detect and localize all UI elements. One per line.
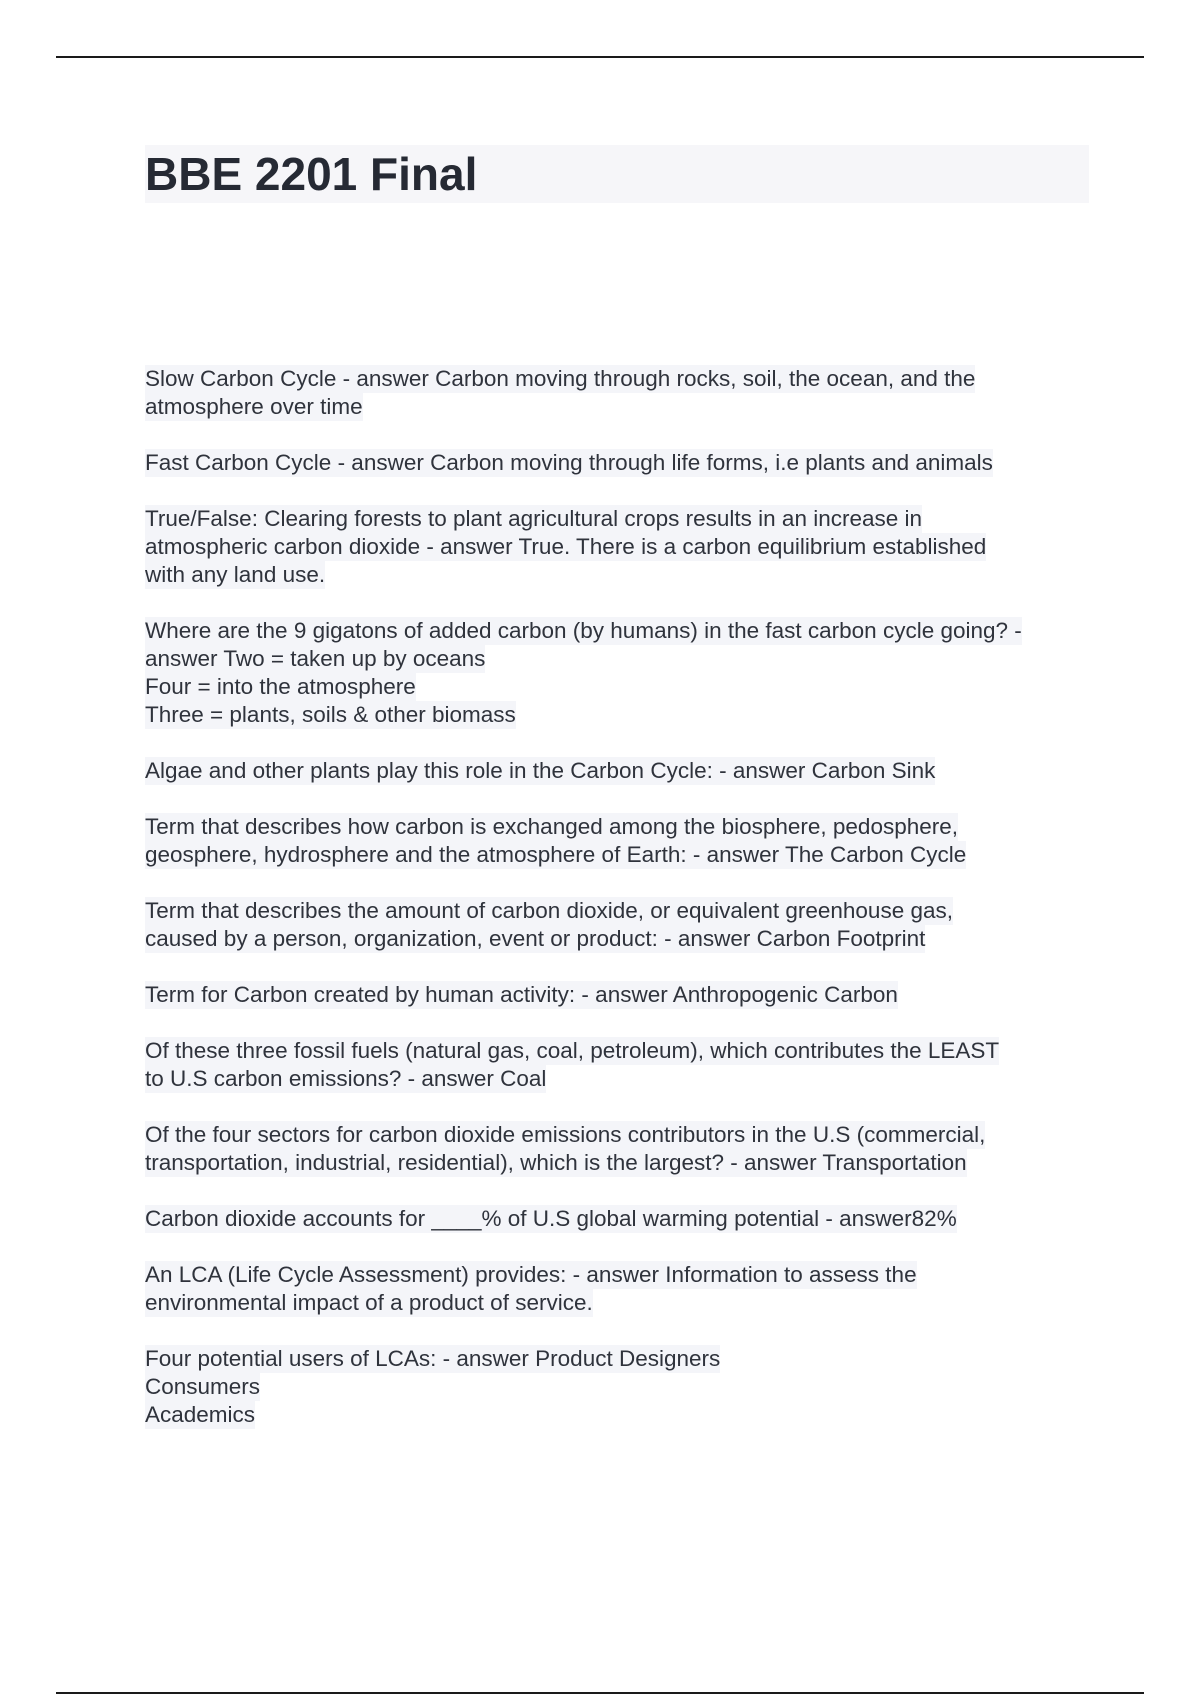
qa-entry — [145, 757, 1095, 785]
qa-entry — [145, 1205, 1095, 1233]
qa-line: Term that describes the amount of carbon dioxide, or equivalent greenhouse gas, — [145, 898, 953, 923]
qa-line: Term for Carbon created by human activity: - answer Anthropogenic Carbon — [145, 982, 898, 1007]
qa-entry — [145, 897, 1095, 953]
qa-line: with any land use. — [145, 562, 326, 587]
qa-line: atmospheric carbon dioxide - answer True. There is a carbon equilibrium established — [145, 534, 987, 559]
qa-list — [145, 365, 1095, 1457]
qa-line: Consumers — [145, 1374, 261, 1399]
qa-entry — [145, 1121, 1095, 1177]
page-title: BBE 2201 Final — [145, 148, 478, 200]
qa-line: transportation, industrial, residential), which is the largest? - answer Transportation — [145, 1150, 967, 1175]
qa-entry — [145, 813, 1095, 869]
qa-line: Slow Carbon Cycle - answer Carbon moving through rocks, soil, the ocean, and the — [145, 366, 976, 391]
qa-line: Where are the 9 gigatons of added carbon (by humans) in the fast carbon cycle going? - — [145, 618, 1022, 643]
qa-line: environmental impact of a product of service. — [145, 1290, 593, 1315]
qa-line: Fast Carbon Cycle - answer Carbon moving through life forms, i.e plants and animals — [145, 450, 993, 475]
qa-line: Academics — [145, 1402, 256, 1427]
qa-line: Four = into the atmosphere — [145, 674, 416, 699]
qa-line: Of the four sectors for carbon dioxide emissions contributors in the U.S (commercial, — [145, 1122, 986, 1147]
qa-entry — [145, 365, 1095, 421]
qa-entry — [145, 617, 1095, 729]
qa-line: geosphere, hydrosphere and the atmosphere of Earth: - answer The Carbon Cycle — [145, 842, 967, 867]
qa-line: Three = plants, soils & other biomass — [145, 702, 516, 727]
qa-line: Of these three fossil fuels (natural gas, coal, petroleum), which contributes the LEAST — [145, 1038, 1000, 1063]
qa-line: An LCA (Life Cycle Assessment) provides: - answer Information to assess the — [145, 1262, 917, 1287]
qa-line: to U.S carbon emissions? - answer Coal — [145, 1066, 547, 1091]
qa-line: Four potential users of LCAs: - answer Product Designers — [145, 1346, 721, 1371]
qa-line: True/False: Clearing forests to plant agricultural crops results in an increase in — [145, 506, 923, 531]
qa-line: Algae and other plants play this role in the Carbon Cycle: - answer Carbon Sink — [145, 758, 936, 783]
qa-entry — [145, 449, 1095, 477]
qa-entry — [145, 505, 1095, 589]
bottom-rule — [56, 1692, 1144, 1694]
qa-entry — [145, 1345, 1095, 1429]
qa-line: answer Two = taken up by oceans — [145, 646, 486, 671]
top-rule — [56, 56, 1144, 58]
qa-entry — [145, 1261, 1095, 1317]
qa-entry — [145, 1037, 1095, 1093]
qa-line: Term that describes how carbon is exchanged among the biosphere, pedosphere, — [145, 814, 958, 839]
qa-line: atmosphere over time — [145, 394, 363, 419]
qa-line: caused by a person, organization, event or product: - answer Carbon Footprint — [145, 926, 926, 951]
qa-entry — [145, 981, 1095, 1009]
qa-line: Carbon dioxide accounts for ____% of U.S global warming potential - answer82% — [145, 1206, 957, 1231]
